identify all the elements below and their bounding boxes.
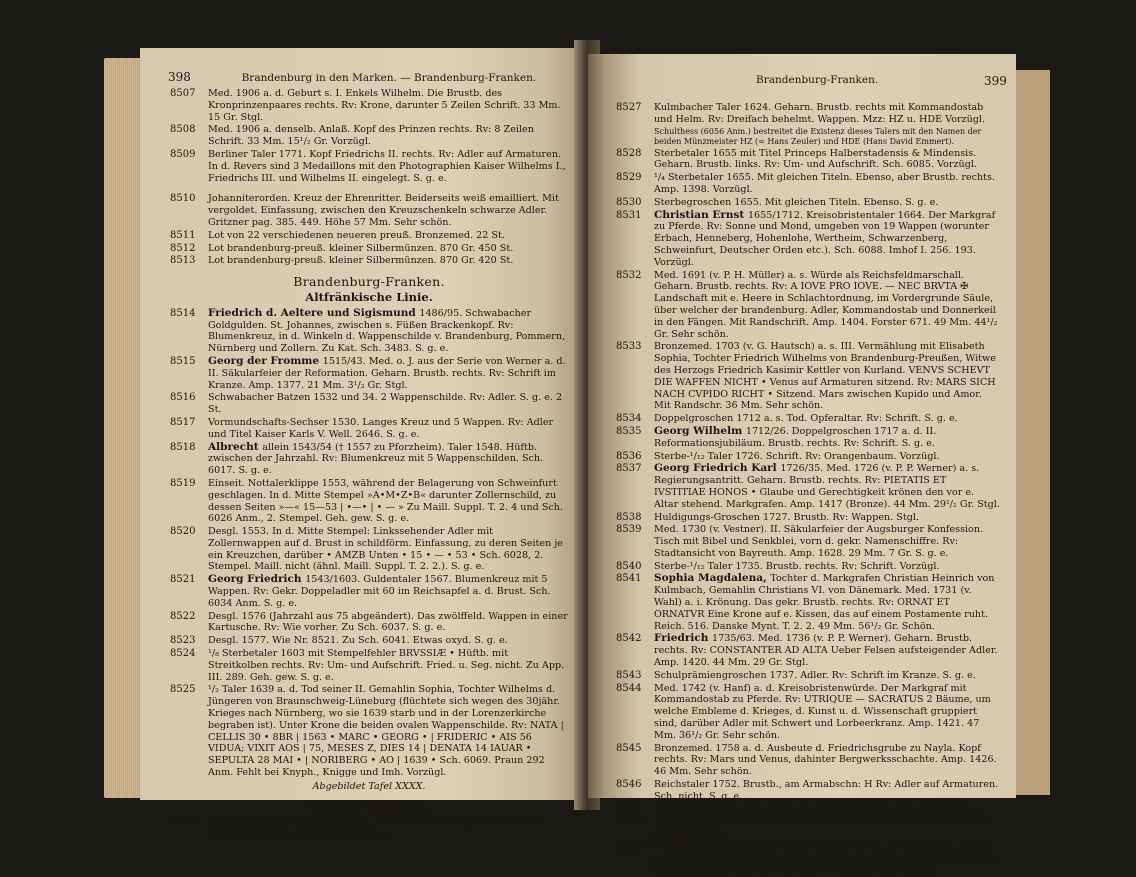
entry-number: 8524 [170,648,196,660]
entry-number: 8535 [616,425,642,437]
entry-text: Med. 1906 a. d. Geburt s. I. Enkels Wilhelm. Die Brustb. des Kronprinzenpaares rechts. Rv: Krone, darunter 5 Zeilen Schrift. 33 Mm. 15 Gr. Stgl. [208,88,561,123]
entry-ruler-name: Christian [208,815,267,828]
subsection2-title: Linie zu Bayreuth. [309,798,429,813]
catalog-entry [170,648,568,683]
entry-ruler-name: Georg der Fromme [208,354,323,367]
entry-text: Tochter d. Markgrafen Christian Heinrich von Kulmbach, Gemahlin Christians VI. von Dänemark. Med. 1731 (v. Wahl) a. i. Krönung. Das gekr. Brustb. rechts. Rv: ORNAT ET ORNATVR Eine Krone auf e. Kissen, das auf einem Postamente ruht. Reich. 516. Danske Mynt. T. 2. 2. 49 Mm. 56¹/₂ Gr. Schön. [654,573,995,632]
entry-text: Johanniterorden. Kreuz der Ehrenritter. Beiderseits weiß emailliert. Mit vergoldet. Einfassung, zwischen den Kreuzschenkeln schwarze Adler. Gritzner pag. 385. 449. Höhe 57 Mm. Sehr schön. [208,193,559,228]
entry-ruler-name: Georg Friedrich Karl [654,462,781,475]
entry-text: 1712/26. Doppelgroschen 1717 a. d. II. Reformationsjubiläum. Brustb. rechts. Rv: Schrift. S. g. e. [654,425,937,449]
entry-text: 1486/95. Schwabacher Goldgulden. St. Johannes, zwischen s. Füßen Brackenkopf. Rv: Blumenkreuz, in d. Winkeln d. Wappenschilde v. Brandenburg, Pommern, Nürnberg und Zollern. Zu Kat. Sch. 3483. S. g. e. [208,307,566,355]
entries-group-right [616,102,1000,876]
catalog-entry [170,230,568,242]
entry-number: 8527 [616,102,642,113]
catalog-entry [170,243,568,255]
entry-number: 8521 [170,574,196,586]
catalog-entry [170,574,568,609]
catalog-entry [170,526,568,573]
entry-number: 8517 [170,416,196,428]
catalog-entry [170,392,568,416]
entry-number: 8544 [616,682,642,694]
catalog-entry [616,197,1000,209]
entry-text: Doppelgroschen 1712 a. s. Tod. Opferaltar. Rv: Schrift. S. g. e. [654,413,958,425]
entry-number: 8538 [616,511,642,523]
catalog-entry [616,573,1000,632]
entry-text: 1763/69. Dukat 1764 a. s. Geburtstag. Brustb. rechts. Rv: Im Strahlenkreise Buch, Szepter, Schwert, Wage etc. unter Krone, darüber GLORIA PRINCIPVM Soothe 909. Vorzügl. [654,841,998,876]
left-entries [170,88,568,841]
entry-number: 8510 [170,193,196,205]
entry-text: ¹/₄ Sterbetaler 1655. Mit gleichen Titeln. Ebenso, aber Brustb. rechts. Amp. 1398. Vorzügl. [654,172,995,195]
entry-text: Sterbe-¹/₁₂ Taler 1735. Brustb. rechts. Rv: Schrift. Vorzügl. [654,560,940,572]
entry-number: 8519 [170,477,196,489]
entry-number: 8520 [170,526,196,538]
entry-text: Huldigungs-Groschen 1727. Brustb. Rv: Wappen. Stgl. [654,511,919,523]
entry-number: 8507 [170,88,196,99]
entry-number: 8526 [170,816,196,828]
catalog-entry [170,478,568,525]
entry-text: Med. 1742 (v. Hanf) a. d. Kreisobristenwürde. Der Markgraf mit Kommandostab zu Pferde. Rv: UTRIQUE — SACRATUS 2 Bäume, um welche Embleme d. Krieges, d. Kunst u. d. Wissenschaft gruppiert sind, darüber Adler mit Schwert und Lorbeerkranz. Amp. 1421. 47 Mm. 36¹/₂ Gr. Sehr schön. [654,682,991,741]
left-running-head [168,70,536,84]
catalog-entry [616,804,1000,816]
entry-number: 8529 [616,172,642,184]
catalog-entry [616,633,1000,668]
subsection-title: Altfränkische Linie. [305,289,433,304]
entry-text: 1603/55. Dukat 1631. Der geharn. Markgraf stehend. Rv: Vielfeld. Wappen. Soothe 898. S. g. e. [208,816,547,840]
catalog-entry [616,683,1000,742]
entry-text: Med. 1730 (v. Vestner). II. Säkularfeier der Augsburger Konfession. Tisch mit Bibel und Senkblei, vorn d. gekr. Namenschiffre. Rv: Stadtansicht von Bayreuth. Amp. 1628. 29 Mm. 7 Gr. S. g. e. [654,524,984,559]
entry-ruler-name: Sophia Magdalena, [654,572,771,585]
catalog-entry [616,413,1000,425]
entry-number: 8546 [616,779,642,791]
entry-number: 8534 [616,413,642,425]
left-running-title: Brandenburg in den Marken. — Brandenburg-Franken. [241,72,537,84]
entry-text: 1543/1603. Guldentaler 1567. Blumenkreuz mit 5 Wappen. Rv: Gekr. Doppeladler mit 60 im Reichsapfel a. d. Brust. Sch. 6034 Anm. S. g. e. [208,574,551,609]
entry-text: Bronzemed. 1758 a. d. Ausbeute d. Friedrichsgrube zu Nayla. Kopf rechts. Rv: Mars und Venus, dahinter Bergwerksschachte. Amp. 1426. 46 Mm. Sehr schön. [654,742,997,778]
entry-ruler-name: Friedrich d. Aeltere und Sigismund [208,306,420,319]
entry-text: allein 1543/54 († 1557 zu Pforzheim). Taler 1548. Hüftb. zwischen der Jahrzahl. Rv: Blumenkreuz mit 5 Wappenschilden. Sch. 6017. S. g. e. [208,441,544,477]
entry-number: 8516 [170,392,196,404]
catalog-entry [616,841,1000,876]
entry-number: 8540 [616,560,642,572]
entry-number: 8514 [170,307,196,319]
entry-text: ¹/₂ Konventionstaler 1763 a. s. Tod. Brustb. Rv: 15 Zeilen Schrift. Sch. 6126. Vorzügl. [654,816,995,840]
entry-number: 8545 [616,742,642,754]
entries-group-a [170,88,568,184]
section-title: Brandenburg-Franken. [293,274,445,290]
catalog-entry [170,308,568,355]
entry-text: Einseit. Nottalerklippe 1553, während der Belagerung von Schweinfurt geschlagen. In d. Mitte Stempel »A•M•Z•B« darunter Zollernschild, zu dessen Seiten »—« 15—53 | •—• | • — » Zu Maill. Suppl. T. 2. 4 und Sch. 6026 Anm., 2. Stempel. Geh. gew. S. g. e. [208,477,563,525]
catalog-entry [616,426,1000,450]
catalog-entry [170,356,568,391]
entry-text: ¹/₂ Taler 1639 a. d. Tod seiner II. Gemahlin Sophia, Tochter Wilhelms d. Jüngeren von Braunschweig-Lüneburg (flüchtete sich wegen des 30jähr. Krieges nach Nürnberg, wo sie 1639 starb und in der Lorenzerkirche begraben ist). Unter Krone die beiden ovalen Wappenschilde. Rv: NATA | CELLIS 30 • 8BR | 1563 • MARC • GEORG • | FRIDERIC • AIS 56 VIDUA; VIXIT AOS | 75, MESES Z, DIES 14 | DENATA 14 IAUAR • SEPULTA 28 MAI • | NORIBERG • AO | 1639 • Sch. 6069. Praun 292 Anm. Fehlt bei Knyph., Knigge und Imh. Vorzügl. [208,684,564,779]
entry-number: 8528 [616,147,642,159]
right-running-head [756,74,878,86]
entries-group-d [170,816,568,840]
catalog-entry [616,172,1000,196]
catalog-entry [616,127,1000,147]
catalog-entry [616,670,1000,682]
catalog-entry [616,779,1000,803]
entry-number: 8511 [170,229,196,241]
entry-ruler-name: Friedrich [654,632,713,645]
catalog-entry [170,149,568,184]
entry-text: Bronzemed. 1703 (v. G. Hautsch) a. s. III. Vermählung mit Elisabeth Sophia, Tochter Friedrich Wilhelms von Brandenburg-Preußen, Witwe des Herzogs Friedrich Kasimir Kettler von Kurland. VENVS SCHEVT DIE WAFFEN NICHT • Venus auf Armaturen sitzend. Rv: MARS SICH NACH CVPIDO RICHT • Sitzend. Mars zwischen Kupido und Amor. Mit Randschr. 36 Mm. Sehr schön. [654,341,996,412]
left-page-number: 398 [168,70,191,84]
entry-number: 8533 [616,341,642,353]
catalog-entry [616,524,1000,559]
catalog-entry [616,463,1000,510]
entry-number: 8523 [170,635,196,647]
right-page-edges [1010,70,1050,795]
entry-text: Schulprämiengroschen 1737. Adler. Rv: Schrift im Kranze. S. g. e. [654,669,976,681]
entry-text: Schulthess (6056 Anm.) bestreitet die Existenz dieses Talers mit den Namen der beiden Münzmeister HZ (= Hans Zeuler) und HDE (Hans David Emmert). [654,126,982,146]
entry-number: 8549 [616,841,642,853]
entry-text: Lot brandenburg-preuß. kleiner Silbermünzen. 870 Gr. 420 St. [208,255,514,267]
entry-text: 1735/63. Med. 1736 (v. P. P. Werner). Geharn. Brustb. rechts. Rv: CONSTANTER AD ALTA Ueber Felsen aufsteigender Adler. Amp. 1420. 44 Mm. 29 Gr. Stgl. [654,633,998,669]
entry-number: 8532 [616,269,642,281]
entry-number: 8531 [616,209,642,221]
entry-number: 8525 [170,684,196,696]
catalog-entry [170,88,568,123]
catalog-entry [616,512,1000,524]
entry-ruler-name: Christian Ernst [654,208,748,221]
catalog-entry [170,684,568,778]
catalog-entry [616,210,1000,269]
entry-number: 8530 [616,196,642,208]
catalog-entry [170,124,568,148]
entry-ruler-name: Albrecht [208,440,263,453]
plate-caption: Abgebildet Tafel XXXX. [312,780,426,792]
catalog-entry [616,451,1000,463]
entry-number: 8522 [170,610,196,622]
entry-text: Lot von 22 verschiedenen neueren preuß. Bronzemed. 22 St. [208,229,505,241]
catalog-entry [616,148,1000,172]
entry-number: 8537 [616,463,642,475]
entry-number: 8548 [616,816,642,828]
right-page-number: 399 [984,74,1007,88]
entry-number: 8508 [170,124,196,136]
entry-text: Berliner Taler 1771. Kopf Friedrichs II. rechts. Rv: Adler auf Armaturen. In d. Revers sind 3 Medaillons mit den Photographien Kaiser Wilhelms I., Friedrichs III. und Wilhelms II. eingelegt. S. g. e. [208,148,566,184]
catalog-entry [170,193,568,228]
entry-text: Vormundschafts-Sechser 1530. Langes Kreuz und 5 Wappen. Rv: Adler und Titel Kaiser Karls V. Well. 2646. S. g. e. [208,416,554,440]
entry-text: Lot brandenburg-preuß. kleiner Silbermünzen. 870 Gr. 450 St. [208,242,514,254]
entry-number: 8515 [170,355,196,367]
entry-text: Desgl. 1553. In d. Mitte Stempel: Linkssehender Adler mit Zollernwappen auf d. Brust in schildförm. Einfassung, zu deren Seiten je ein Kreuzchen, darüber • AMZB Unten • 15 • — • 53 • Sch. 6028, 2. Stempel. Maill. nicht (ähnl. Maill. Suppl. T. 2. 2.). S. g. e. [208,526,563,573]
entry-text: Desgl. 1576 (Jahrzahl aus 75 abgeändert). Das zwölffeld. Wappen in einer Kartusche. Rv: Wie vorher. Zu Sch. 6037. S. g. e. [208,610,568,634]
entry-number: 8518 [170,441,196,453]
entry-text: ¹/₈ Sterbetaler 1603 mit Stempelfehler BRVSSIÆ • Hüftb. mit Streitkolben rechts. Rv: Um- und Aufschrift. Fried. u. Seg. nicht. Zu App. III. 289. Geh. gew. S. g. e. [208,648,565,683]
entry-text: Sterbegroschen 1655. Mit gleichen Titeln. Ebenso. S. g. e. [654,196,939,208]
right-running-title: Brandenburg-Franken. [756,74,879,86]
entry-number: 8536 [616,450,642,462]
catalog-entry [170,611,568,635]
entry-text: Med. 1906 a. denselb. Anlaß. Kopf des Prinzen rechts. Rv: 8 Zeilen Schrift. 33 Mm. 15¹/₂ Gr. Vorzügl. [208,124,534,148]
entry-text: Kulmbacher Taler 1624. Geharn. Brustb. rechts mit Kommandostab und Helm. Rv: Dreifach behelmt. Wappen. Mzz: HZ u. HDE Vorzügl. [654,102,986,125]
entries-group-c [170,308,568,779]
entry-text: Med. 1691 (v. P. H. Müller) a. s. Würde als Reichsfeldmarschall. Geharn. Brustb. rechts. Rv: A IOVE PRO IOVE. — NEC BRVTA ✠ Landschaft mit e. Heere in Schlachtordnung, im Vordergrunde Säule, über welcher der brandenburg. Adler, Kommandostab und Donnerkeil in den Fängen. Mit Randschrift. Amp. 1404. Forster 671. 49 Mm. 44¹/₂ Gr. Sehr schön. [654,269,998,340]
entry-number: 8513 [170,255,196,267]
right-page [588,54,1016,876]
entry-number: 8512 [170,242,196,254]
catalog-entry [616,102,1000,126]
entry-ruler-name: Georg Friedrich [208,573,306,586]
entry-text: 1726/35. Med. 1726 (v. P. P. Werner) a. s. Regierungsantritt. Geharn. Brustb. rechts. Rv: PIETATIS ET IVSTITIAE HONOS • Glaube und Gerechtigkeit krönen den vor e. Altar stehend. Markgrafen. Amp. 1417 (Bronze). 44 Mm. 29¹/₂ Gr. Stgl. [654,463,1000,510]
entry-ruler-name: Georg Wilhelm [654,424,746,437]
entry-number: 8547 [616,803,642,815]
catalog-entry [616,341,1000,412]
entry-ruler-name: Friedrich Christian [654,840,771,853]
entry-text: Sterbetaler 1655 mit Titel Princeps Halberstadensis & Mindensis. Geharn. Brustb. links. Rv: Um- und Aufschrift. Sch. 6085. Vorzügl. [654,147,977,171]
left-page [140,48,582,840]
catalog-entry [616,561,1000,573]
entry-number: 8542 [616,633,642,645]
entry-text: 1655/1712. Kreisobristentaler 1664. Der Markgraf zu Pferde. Rv: Sonne und Mond, umgeben von 19 Wappen (worunter Erbach, Henneberg, Hohenlohe, Wertheim, Schwarzenberg, Schweinfurt, Deutscher Orden etc.). Sch. 6088. Imhof I. 256. 193. Vorzügl. [654,209,996,268]
entry-text: Schwabacher Batzen 1532 und 34. 2 Wappenschilde. Rv: Adler. S. g. e. 2 St. [208,392,563,416]
catalog-entry [616,743,1000,778]
catalog-entry [170,417,568,441]
entry-number: 8541 [616,573,642,585]
catalog-entry [616,270,1000,341]
entry-text: Sterbe-¹/₁₂ Taler 1726. Schrift. Rv: Orangenbaum. Vorzügl. [654,450,940,462]
entry-number: 8509 [170,148,196,160]
catalog-entry [170,255,568,267]
entry-text: Reichstaler 1752. Brustb., am Armabschn: H Rv: Adler auf Armaturen. Sch. nicht. S. g. e. [654,779,999,802]
right-entries [616,102,1000,877]
entry-number: 8543 [616,669,642,681]
entry-text: ²/₃ Taler 1758. Brustb. rechts. Rv: Gekr. Wappen. Sch. 6121. S. g. e. [654,803,983,815]
catalog-entry [170,635,568,647]
entry-text: Desgl. 1577. Wie Nr. 8521. Zu Sch. 6041. Etwas oxyd. S. g. e. [208,635,508,647]
entry-number: 8539 [616,524,642,536]
catalog-entry [170,816,568,840]
catalog-entry [616,816,1000,840]
catalog-entry [170,442,568,477]
entry-text: 1515/43. Med. o. J. aus der Serie von Werner a. d. II. Säkularfeier der Reformation. Geharn. Brustb. rechts. Rv: Schrift im Kranze. Amp. 1377. 21 Mm. 3¹/₂ Gr. Stgl. [208,355,566,391]
entries-group-b [170,193,568,267]
